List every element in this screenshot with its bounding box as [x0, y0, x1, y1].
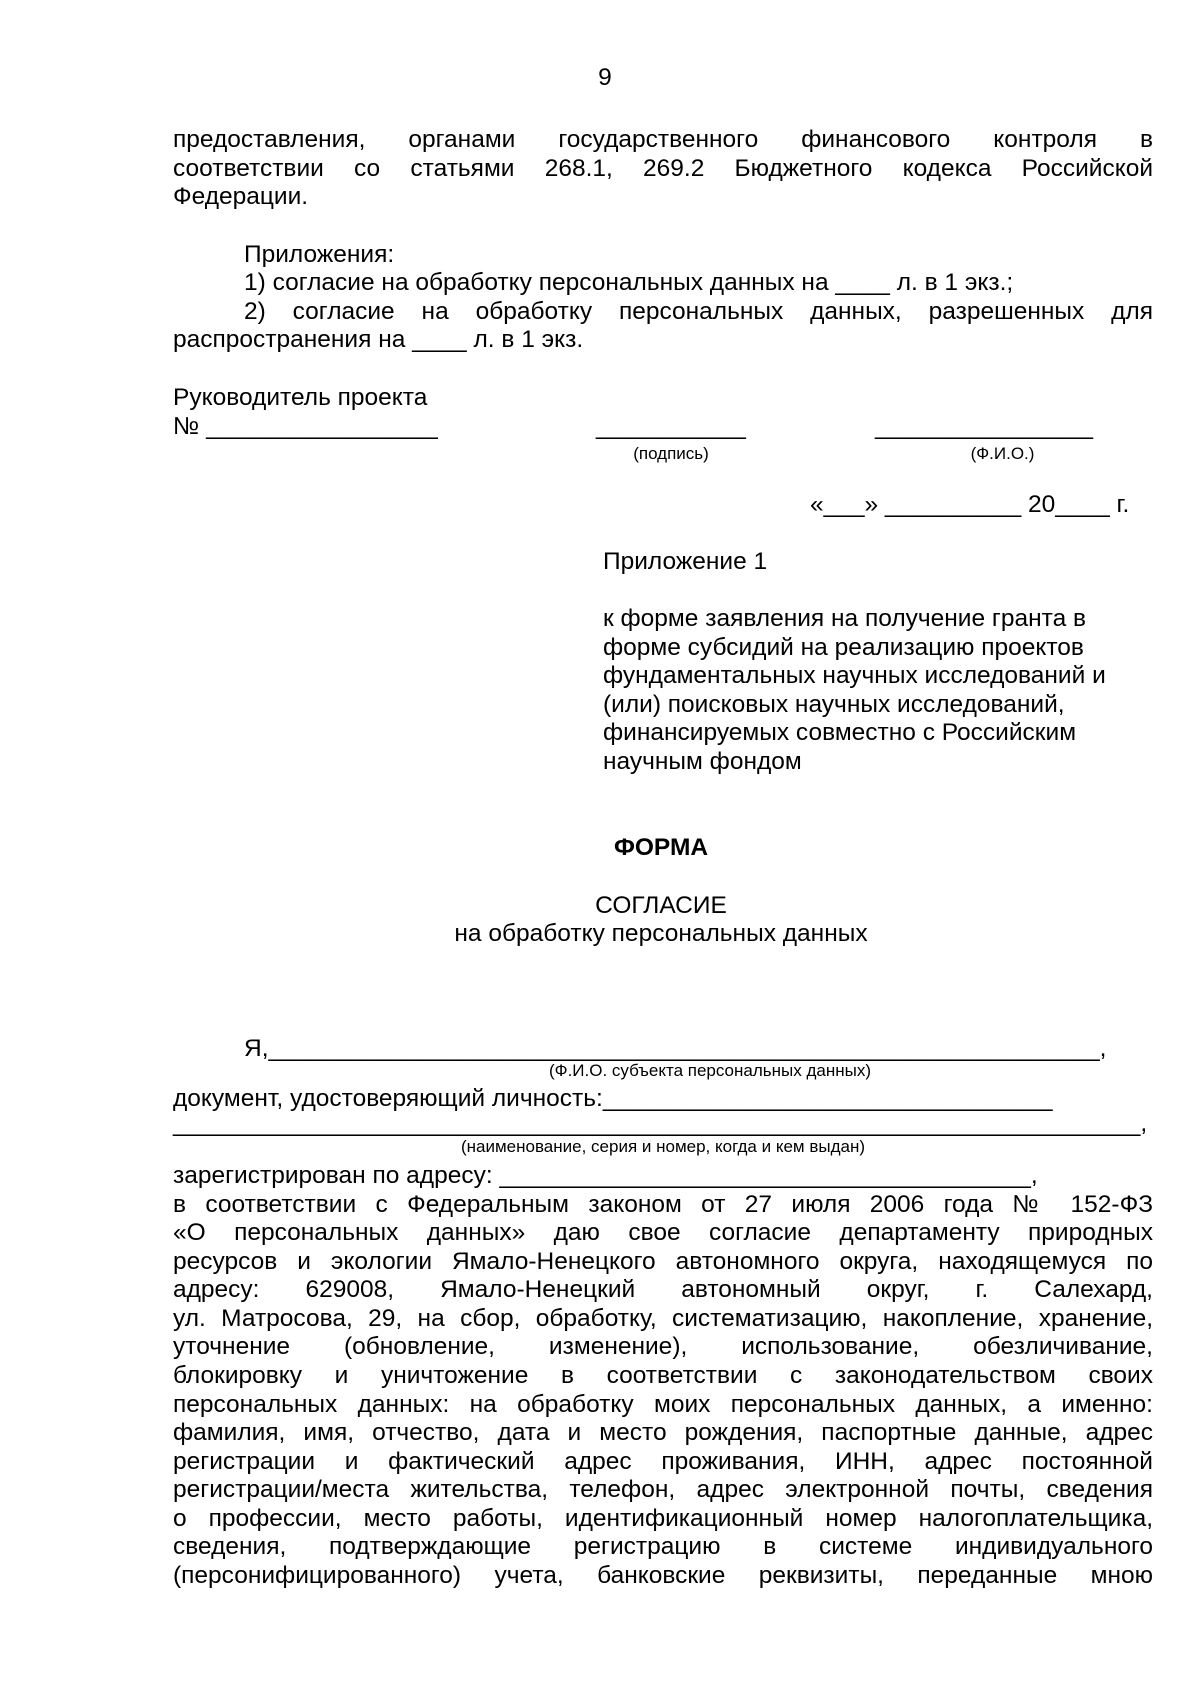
consent-body-line: блокировку и уничтожение в соответствии с законодательством своих: [173, 1362, 1153, 1389]
name-caption: (Ф.И.О.): [970, 444, 1035, 463]
page-number: 9: [598, 64, 612, 91]
subject-name-line: Я,_____________________________________________________________,: [244, 1035, 1107, 1062]
signature-title: Руководитель проекта: [173, 384, 428, 411]
appendix-line: форме субсидий на реализацию проектов: [603, 634, 1084, 661]
attachments-heading: Приложения:: [244, 241, 395, 268]
form-label: ФОРМА: [613, 834, 709, 861]
registration-address-line: зарегистрирован по адресу: _______________________________________,: [173, 1162, 1038, 1189]
appendix-title: Приложение 1: [603, 548, 768, 575]
identity-document-caption: (наименование, серия и номер, когда и кем выдан): [460, 1137, 865, 1156]
consent-body-line: в соответствии с Федеральным законом от 27 июля 2006 года № 152-ФЗ: [173, 1191, 1153, 1218]
consent-body-line: адресу: 629008, Ямало-Ненецкий автономный округ, г. Салехард,: [173, 1276, 1153, 1303]
attachment-item-2-line-1: 2) согласие на обработку персональных данных, разрешенных для: [244, 298, 1153, 325]
consent-subtitle: на обработку персональных данных: [454, 920, 868, 947]
attachment-item-1: 1) согласие на обработку персональных данных на ____ л. в 1 экз.;: [244, 269, 1014, 296]
consent-body-line: фамилия, имя, отчество, дата и место рождения, паспортные данные, адрес: [173, 1419, 1153, 1446]
intro-line-2: соответствии со статьями 268.1, 269.2 Бюджетного кодекса Российской: [173, 155, 1153, 182]
consent-body-line: о профессии, место работы, идентификационный номер налогоплательщика,: [173, 1505, 1153, 1532]
signature-caption: (подпись): [633, 444, 709, 463]
consent-title: СОГЛАСИЕ: [595, 892, 727, 919]
appendix-line: фундаментальных научных исследований и: [603, 662, 1106, 689]
date-line: «___» __________ 20____ г.: [810, 491, 1130, 518]
consent-body-line: «О персональных данных» даю свое согласие департаменту природных: [173, 1219, 1153, 1246]
identity-document-line: документ, удостоверяющий личность:_________________________________: [173, 1085, 1053, 1112]
signature-line: ___________: [596, 413, 746, 440]
consent-body-line: ресурсов и экологии Ямало-Ненецкого автономного округа, находящемуся по: [173, 1248, 1153, 1275]
consent-body-line: уточнение (обновление, изменение), использование, обезличивание,: [173, 1333, 1153, 1360]
appendix-line: (или) поисковых научных исследований,: [603, 691, 1065, 718]
intro-line-1: предоставления, органами государственного финансового контроля в: [173, 126, 1153, 153]
identity-document-line-2: _______________________________________________________________________,: [173, 1110, 1148, 1137]
subject-name-caption: (Ф.И.О. субъекта персональных данных): [548, 1061, 871, 1080]
consent-body-line: (персонифицированного) учета, банковские реквизиты, переданные мною: [173, 1562, 1153, 1589]
appendix-line: финансируемых совместно с Российским: [603, 719, 1077, 746]
consent-body-line: сведения, подтверждающие регистрацию в системе индивидуального: [173, 1533, 1153, 1560]
intro-line-3: Федерации.: [173, 183, 309, 210]
consent-body-line: ул. Матросова, 29, на сбор, обработку, систематизацию, накопление, хранение,: [173, 1305, 1153, 1332]
consent-body-line: персональных данных: на обработку моих персональных данных, а именно:: [173, 1391, 1153, 1418]
consent-body-line: регистрации/места жительства, телефон, адрес электронной почты, сведения: [173, 1476, 1153, 1503]
appendix-line: к форме заявления на получение гранта в: [603, 605, 1087, 632]
project-number-line: № _________________: [173, 413, 438, 440]
name-line: ________________: [875, 413, 1094, 440]
consent-body-line: регистрации и фактический адрес проживания, ИНН, адрес постоянной: [173, 1448, 1153, 1475]
attachment-item-2-line-2: распространения на ____ л. в 1 экз.: [173, 326, 584, 353]
appendix-line: научным фондом: [603, 748, 802, 775]
